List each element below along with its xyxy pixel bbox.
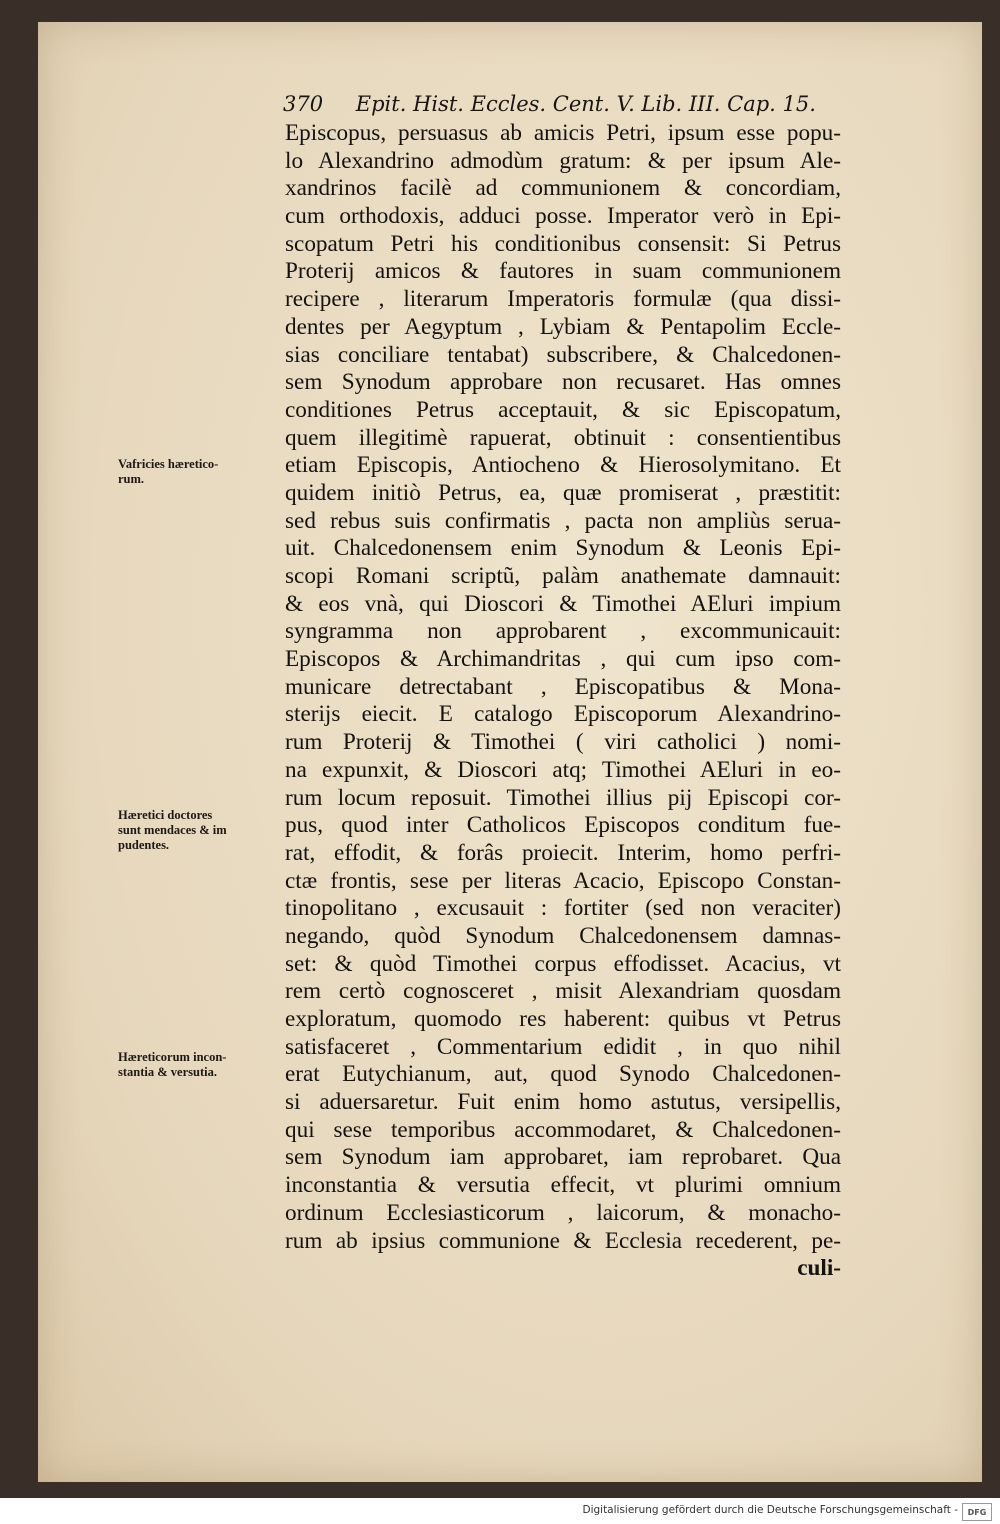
text-line: xandrinos facilè ad communionem & concordiam, bbox=[285, 175, 841, 202]
text-line: ordinum Ecclesiasticorum , laicorum, & monacho- bbox=[285, 1199, 841, 1226]
page-number: 370 bbox=[283, 92, 324, 116]
text-line: rum ab ipsius communione & Ecclesia recederent, pe- bbox=[285, 1227, 841, 1254]
text-line: exploratum, quomodo res haberent: quibus vt Petrus bbox=[285, 1006, 841, 1032]
body-text bbox=[285, 120, 841, 1283]
text-line: satisfaceret , Commentarium edidit , in quo nihil bbox=[285, 1033, 841, 1060]
text-line: & eos vnà, qui Dioscori & Timothei AEluri impium bbox=[285, 590, 841, 617]
text-line: rat, effodit, & forâs proiecit. Interim, homo perfri- bbox=[285, 839, 841, 866]
text-line: inconstantia & versutia effecit, vt plurimi omnium bbox=[285, 1172, 841, 1199]
text-line: pus, quod inter Catholicos Episcopos conditum fue- bbox=[285, 812, 841, 839]
footer-bar bbox=[0, 1498, 1000, 1524]
text-line: cum orthodoxis, adduci posse. Imperator verò in Epi- bbox=[285, 203, 841, 230]
text-line: na expunxit, & Dioscori atq; Timothei AEluri in eo- bbox=[285, 756, 841, 783]
text-line: Episcopus, persuasus ab amicis Petri, ipsum esse popu- bbox=[285, 120, 841, 146]
text-line: Proterij amicos & fautores in suam communionem bbox=[285, 258, 841, 285]
text-line: rum locum reposuit. Timothei illius pij Episcopi cor- bbox=[285, 784, 841, 811]
text-line: sterijs eiecit. E catalogo Episcoporum Alexandrino- bbox=[285, 701, 841, 728]
text-line: si aduersaretur. Fuit enim homo astutus, versipellis, bbox=[285, 1089, 841, 1116]
text-line: qui sese temporibus accommodaret, & Chalcedonen- bbox=[285, 1116, 841, 1143]
text-line: sem Synodum approbare non recusaret. Has omnes bbox=[285, 369, 841, 396]
text-line: scopatum Petri his conditionibus consensit: Si Petrus bbox=[285, 230, 841, 257]
margin-note-3 bbox=[118, 1050, 288, 1080]
margin-note-line: stantia & versutia. bbox=[118, 1065, 217, 1079]
text-line: lo Alexandrino admodùm gratum: & per ipsum Ale- bbox=[285, 147, 841, 174]
margin-note-line: Vafricies hæretico- bbox=[118, 457, 219, 471]
text-line: tinopolitano , excusauit : fortiter (sed non veraciter) bbox=[285, 895, 841, 922]
text-line: syngramma non approbarent , excommunicauit: bbox=[285, 618, 841, 645]
margin-note-2 bbox=[118, 808, 288, 853]
text-line: set: & quòd Timothei corpus effodisset. Acacius, vt bbox=[285, 950, 841, 977]
text-line: sed rebus suis confirmatis , pacta non ampliùs serua- bbox=[285, 507, 841, 534]
catchword: culi- bbox=[797, 1255, 841, 1282]
text-line: ctæ frontis, sese per literas Acacio, Episcopo Constan- bbox=[285, 867, 841, 894]
margin-note-line: Hæreticorum incon- bbox=[118, 1050, 227, 1064]
text-line: conditiones Petrus acceptauit, & sic Episcopatum, bbox=[285, 396, 841, 423]
text-line: rum Proterij & Timothei ( viri catholici ) nomi- bbox=[285, 729, 841, 756]
margin-note-line: sunt mendaces & im bbox=[118, 823, 227, 837]
margin-note-line: Hæretici doctores bbox=[118, 808, 213, 822]
text-line: scopi Romani scriptũ, palàm anathemate damnauit: bbox=[285, 563, 841, 589]
text-line: rem certò cognosceret , misit Alexandriam quosdam bbox=[285, 978, 841, 1005]
text-line: recipere , literarum Imperatoris formulæ (qua dissi- bbox=[285, 286, 841, 313]
text-line: quem illegitimè rapuerat, obtinuit : consentientibus bbox=[285, 424, 841, 451]
running-title: Epit. Hist. Eccles. Cent. V. Lib. III. Cap. 15. bbox=[355, 92, 816, 116]
text-line: sem Synodum iam approbaret, iam reprobaret. Qua bbox=[285, 1144, 841, 1171]
text-line: Episcopos & Archimandritas , qui cum ipso com- bbox=[285, 646, 841, 673]
margin-note-1 bbox=[118, 457, 288, 487]
text-line: etiam Episcopis, Antiocheno & Hierosolymitano. Et bbox=[285, 452, 841, 479]
dfg-logo: DFG bbox=[962, 1503, 992, 1521]
text-line: municare detrectabant , Episcopatibus & Mona- bbox=[285, 673, 841, 700]
running-head bbox=[283, 92, 883, 116]
footer-credit: Digitalisierung gefördert durch die Deutsche Forschungsgemeinschaft - bbox=[582, 1504, 958, 1516]
text-line: negando, quòd Synodum Chalcedonensem damnas- bbox=[285, 922, 841, 949]
text-line: uit. Chalcedonensem enim Synodum & Leonis Epi- bbox=[285, 535, 841, 562]
margin-note-line: rum. bbox=[118, 472, 145, 486]
margin-note-line: pudentes. bbox=[118, 838, 170, 852]
text-line: sias conciliare tentabat) subscribere, & Chalcedonen- bbox=[285, 341, 841, 368]
text-line: dentes per Aegyptum , Lybiam & Pentapolim Eccle- bbox=[285, 313, 841, 340]
text-line: erat Eutychianum, aut, quod Synodo Chalcedonen- bbox=[285, 1061, 841, 1088]
book-page bbox=[38, 22, 982, 1482]
text-line: quidem initiò Petrus, ea, quæ promiserat , præstitit: bbox=[285, 479, 841, 506]
